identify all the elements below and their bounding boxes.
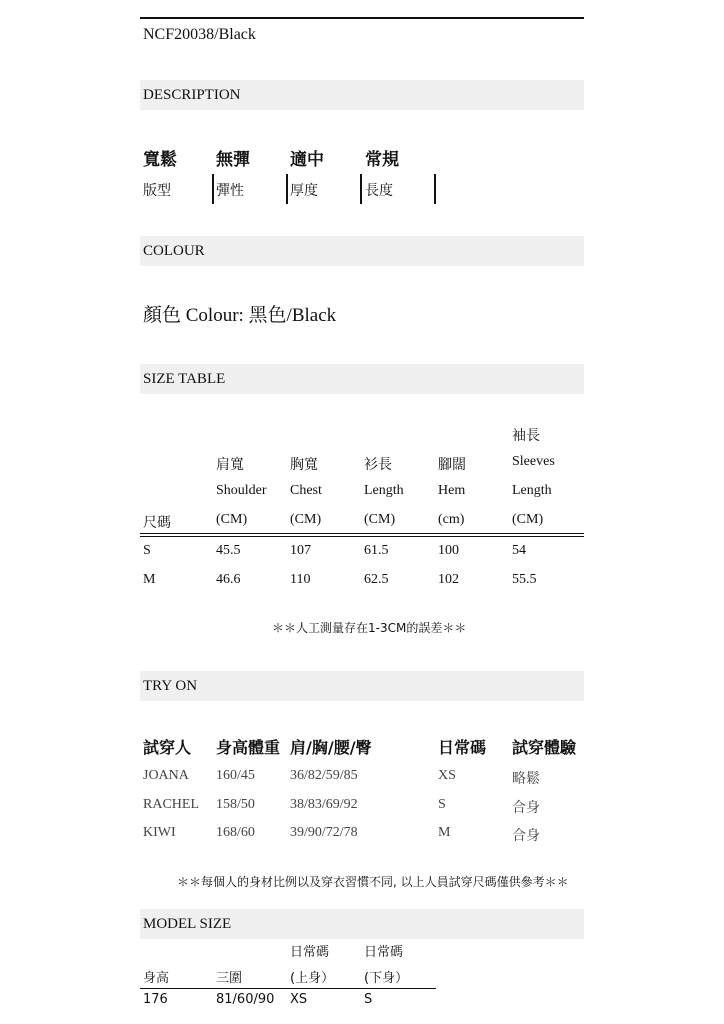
try-cell: S bbox=[438, 797, 446, 812]
try-header-experience: 試穿體驗 bbox=[512, 738, 577, 757]
size-header-unit: (CM) bbox=[364, 512, 396, 527]
section-bar-colour bbox=[140, 236, 584, 266]
model-header-measurements: 三圍 bbox=[216, 971, 243, 986]
model-header-daily-top: 日常碼 bbox=[290, 945, 330, 960]
try-cell: 39/90/72/78 bbox=[290, 825, 358, 840]
product-sku: NCF20038/Black bbox=[143, 26, 256, 43]
thickness-label: 厚度 bbox=[290, 183, 318, 199]
model-cell: S bbox=[364, 992, 373, 1007]
size-cell: 107 bbox=[290, 543, 311, 558]
elasticity-value: 無彈 bbox=[216, 150, 250, 170]
fit-divider bbox=[434, 174, 436, 204]
section-title-description: DESCRIPTION bbox=[143, 87, 241, 103]
size-header-chest-zh: 胸寬 bbox=[290, 457, 318, 473]
section-title-try-on: TRY ON bbox=[143, 678, 198, 694]
size-header-sleeves-en: Sleeves bbox=[512, 454, 555, 469]
fit-divider bbox=[360, 174, 362, 204]
model-header-height: 身高 bbox=[143, 971, 170, 986]
size-header-size-zh: 尺碼 bbox=[143, 515, 171, 531]
model-cell: 176 bbox=[143, 992, 168, 1007]
model-header-bottom-wear: (下身） bbox=[364, 971, 409, 986]
colour-info: 顏色 Colour: 黑色/Black bbox=[143, 305, 337, 326]
try-cell: RACHEL bbox=[143, 797, 199, 812]
size-header-length-zh: 衫長 bbox=[364, 457, 392, 473]
size-header-shoulder-en: Shoulder bbox=[216, 483, 267, 498]
length-label: 長度 bbox=[365, 183, 393, 199]
size-header-hem-zh: 腳闊 bbox=[438, 457, 466, 473]
try-header-tester: 試穿人 bbox=[143, 738, 192, 757]
size-table-note: ＊＊人工測量存在1-3CM的誤差＊＊ bbox=[272, 621, 467, 635]
try-cell: 36/82/59/85 bbox=[290, 768, 358, 783]
size-cell: 45.5 bbox=[216, 543, 241, 558]
try-header-measurements: 肩/胸/腰/臀 bbox=[290, 738, 372, 757]
try-cell: KIWI bbox=[143, 825, 176, 840]
try-cell: 160/45 bbox=[216, 768, 255, 783]
try-header-height-weight: 身高體重 bbox=[216, 738, 281, 757]
try-cell: 合身 bbox=[512, 828, 540, 844]
fit-value: 寬鬆 bbox=[143, 150, 177, 170]
section-bar-try-on bbox=[140, 671, 584, 701]
size-cell: 46.6 bbox=[216, 572, 241, 587]
size-header-chest-en: Chest bbox=[290, 483, 322, 498]
try-cell: 158/50 bbox=[216, 797, 255, 812]
try-cell: M bbox=[438, 825, 451, 840]
size-cell: 62.5 bbox=[364, 572, 389, 587]
try-on-note: ＊＊每個人的身材比例以及穿衣習慣不同, 以上人員試穿尺碼僅供參考＊＊ bbox=[177, 875, 569, 889]
section-title-model-size: MODEL SIZE bbox=[143, 916, 232, 932]
size-header-sleeves-length-en: Length bbox=[512, 483, 552, 498]
size-header-unit: (CM) bbox=[216, 512, 248, 527]
try-cell: 略鬆 bbox=[512, 771, 540, 787]
model-header-rule bbox=[140, 988, 436, 989]
model-cell: 81/60/90 bbox=[216, 992, 275, 1007]
try-cell: XS bbox=[438, 768, 456, 783]
size-cell: 100 bbox=[438, 543, 459, 558]
top-rule bbox=[140, 17, 584, 19]
section-bar-description bbox=[140, 80, 584, 110]
elasticity-label: 彈性 bbox=[216, 183, 244, 199]
length-value: 常規 bbox=[365, 150, 399, 170]
size-cell: 54 bbox=[512, 543, 526, 558]
try-cell: 168/60 bbox=[216, 825, 255, 840]
fit-divider bbox=[212, 174, 214, 204]
thickness-value: 適中 bbox=[290, 150, 324, 170]
fit-label: 版型 bbox=[143, 183, 171, 199]
size-header-sleeves-zh: 袖長 bbox=[512, 428, 540, 444]
size-header-unit: (cm) bbox=[438, 512, 465, 527]
size-header-shoulder-zh: 肩寬 bbox=[216, 457, 244, 473]
size-cell: S bbox=[143, 543, 151, 558]
size-header-length-en: Length bbox=[364, 483, 404, 498]
section-bar-size-table bbox=[140, 364, 584, 394]
try-cell: 38/83/69/92 bbox=[290, 797, 358, 812]
model-header-top-wear: (上身） bbox=[290, 971, 335, 986]
try-cell: 合身 bbox=[512, 800, 540, 816]
size-cell: M bbox=[143, 572, 156, 587]
size-header-unit: (CM) bbox=[512, 512, 544, 527]
size-cell: 110 bbox=[290, 572, 311, 587]
section-title-colour: COLOUR bbox=[143, 243, 205, 259]
size-header-hem-en: Hem bbox=[438, 483, 466, 498]
size-header-rule bbox=[140, 533, 584, 534]
model-header-daily-bottom: 日常碼 bbox=[364, 945, 404, 960]
section-bar-model-size bbox=[140, 909, 584, 939]
model-cell: XS bbox=[290, 992, 308, 1007]
size-header-unit: (CM) bbox=[290, 512, 322, 527]
try-cell: JOANA bbox=[143, 768, 189, 783]
fit-divider bbox=[286, 174, 288, 204]
size-header-rule bbox=[140, 536, 584, 537]
section-title-size-table: SIZE TABLE bbox=[143, 371, 226, 387]
size-cell: 55.5 bbox=[512, 572, 537, 587]
size-cell: 102 bbox=[438, 572, 459, 587]
try-header-daily-size: 日常碼 bbox=[438, 738, 487, 757]
size-cell: 61.5 bbox=[364, 543, 389, 558]
